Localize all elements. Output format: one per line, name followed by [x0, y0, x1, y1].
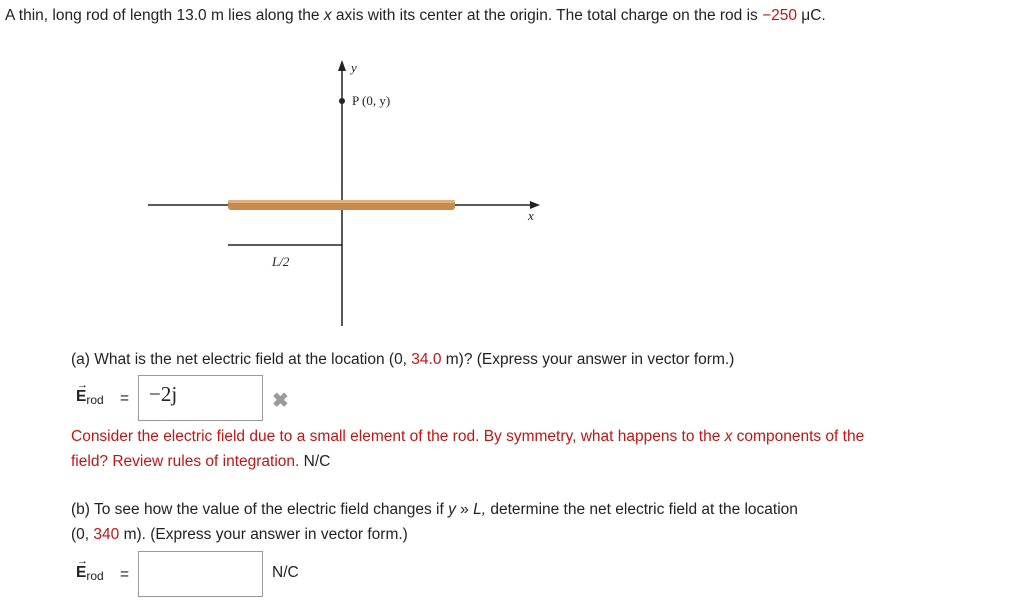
feedback-var-x: x [724, 428, 733, 445]
y-axis-arrowhead [338, 60, 346, 71]
field-subscript: rod [86, 393, 104, 407]
field-symbol: E [76, 388, 87, 405]
part-a-feedback-line-2 [71, 452, 330, 472]
feedback-text-3: field? Review rules of integration. [71, 453, 300, 470]
part-a-answer-field[interactable] [138, 375, 263, 421]
field-subscript: rod [86, 569, 104, 583]
part-a-equals: = [120, 390, 130, 407]
part-b-much-greater: » [455, 501, 474, 518]
vector-arrow-icon: → [77, 555, 88, 567]
part-b-text-1: (b) To see how the value of the electric field changes if [71, 501, 449, 518]
part-a-feedback-line-1 [71, 427, 864, 447]
part-b-var-y: y [448, 501, 456, 518]
part-b-location-value: 340 [93, 526, 120, 543]
part-b-answer-field[interactable] [138, 551, 263, 597]
vector-arrow-icon: → [77, 379, 88, 391]
charge-value: −250 [762, 7, 797, 24]
feedback-text-1: Consider the electric field due to a small element of the rod. By symmetry, what happens to the [71, 428, 725, 445]
intro-text-1: A thin, long rod of length 13.0 m lies along the [5, 7, 324, 24]
part-b-field-label [76, 555, 104, 583]
part-a-text-2: m)? (Express your answer in vector form.) [441, 351, 735, 368]
feedback-text-2: components of the [732, 428, 865, 445]
charge-unit: μC. [797, 7, 826, 24]
part-a-location-value: 34.0 [411, 351, 442, 368]
field-symbol: E [76, 564, 87, 581]
part-b-question-line-1 [71, 500, 798, 520]
part-a-question [71, 350, 734, 370]
y-axis-label: y [351, 60, 357, 75]
half-length-label: L/2 [272, 254, 290, 269]
part-a-answer-value: −2j [149, 382, 178, 406]
part-a-field-label [76, 379, 104, 407]
point-p-dot [339, 98, 345, 104]
intro-text-2: axis with its center at the origin. The total charge on the rod is [331, 7, 763, 24]
part-b-text-2: determine the net electric field at the location [486, 501, 798, 518]
part-b-equals: = [120, 566, 130, 583]
part-b-question-line-2 [71, 525, 408, 545]
part-b-unit: N/C [272, 564, 299, 581]
part-b-text-4: m). (Express your answer in vector form.) [119, 526, 408, 543]
part-b-var-l: L, [473, 501, 487, 518]
point-p-label: P (0, y) [352, 93, 391, 108]
intro-var-x: x [323, 7, 332, 24]
x-axis-label: x [528, 208, 534, 223]
incorrect-x-icon: ✖ [272, 390, 289, 412]
part-b-text-3: (0, [71, 526, 94, 543]
part-a-text-1: (a) What is the net electric field at the location (0, [71, 351, 412, 368]
part-a-unit: N/C [299, 453, 331, 470]
